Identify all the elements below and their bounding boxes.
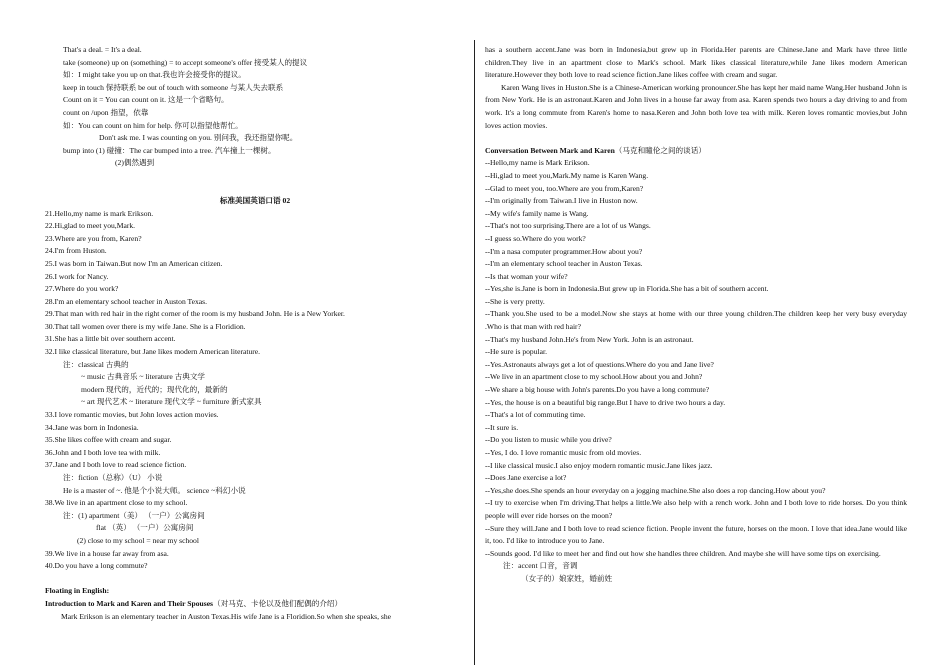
floating-heading: Floating in English: <box>45 586 110 596</box>
dialogue-line: --My wife's family name is Wang. <box>485 208 589 218</box>
dialogue-line: --I guess so.Where do you work? <box>485 233 586 243</box>
note-line: flat （英） （一户）公寓房间 <box>96 523 194 533</box>
karen-paragraph: Karen Wang lives in Huston.She is a Chinese-American working pronouncer.She has kept her maid name Wang.Her husband John is from New York. He is an astronaut.Karen and John lives in a house far away from asa. Karen spends two hours a day driving to and from work. It's a long commute from Karen's home to nasa.Keren and John both love tea with milk. Keren loves romantic movies,but John loves action movies. <box>485 82 907 130</box>
dialogue-line: --We share a big house with John's parents.Do you have a long commute? <box>485 385 710 395</box>
note-line: keep in touch 保持联系 be out of touch with someone 与某人失去联系 <box>63 82 284 92</box>
sentence-line: 39.We live in a house far away from asa. <box>45 548 169 558</box>
note-line: （女子的）娘家姓，婚前姓 <box>521 573 613 583</box>
column-divider <box>474 40 475 665</box>
note-line: modern 现代的，近代的；现代化的，最新的 <box>81 384 228 394</box>
sentence-line: 29.That man with red hair in the right corner of the room is my husband John. He is a New Yorker. <box>45 309 345 319</box>
dialogue-line: --Glad to meet you, too.Where are you from,Karen? <box>485 183 644 193</box>
dialogue-line: --I'm a nasa computer programmer.How about you? <box>485 246 643 256</box>
dialogue-line: --I like classical music.I also enjoy modern romantic music.Jane likes jazz. <box>485 460 713 470</box>
sentence-line: 36.John and I both love tea with milk. <box>45 447 161 457</box>
dialogue-line: --He sure is popular. <box>485 347 547 357</box>
sentence-line: 37.Jane and I both love to read science fiction. <box>45 460 187 470</box>
note-line: ~ art 现代艺术 ~ literature 现代文学 ~ furniture 新式家具 <box>81 397 262 407</box>
sentence-line: 27.Where do you work? <box>45 284 119 294</box>
left-column <box>45 44 465 623</box>
dialogue-line: --Do you listen to music while you drive? <box>485 435 612 445</box>
note-line: Don't ask me. I was counting on you. 别问我，我还指望你呢。 <box>99 133 298 143</box>
sentence-line: 25.I was born in Taiwan.But now I'm an American citizen. <box>45 258 223 268</box>
intro-title: Introduction to Mark and Karen and Their Spouses <box>45 598 214 608</box>
note-line: He is a master of ~. 他是个小说大师。 science ~科幻小说 <box>63 485 246 495</box>
dialogue-line: --Does Jane exercise a lot? <box>485 473 567 483</box>
sentence-line: 30.That tall women over there is my wife Jane. She is a Floridion. <box>45 321 246 331</box>
note-line: 注：fiction（总称）（U） 小说 <box>63 473 163 482</box>
note-line: 如：You can count on him for help. 你可以指望他帮忙。 <box>63 120 243 130</box>
right-column <box>485 44 907 586</box>
dialogue-line: --We live in an apartment close to my school.How about you and John? <box>485 372 703 382</box>
dialogue-paragraph: --I try to exercise when I'm driving.That helps a little.We also help with a rench work. John and I both love to ride horses. Do you think people will ever ride horses on the moon? <box>485 498 907 520</box>
intro-title-cn: （对马克、卡伦以及他们配偶的介绍） <box>213 598 343 608</box>
sentence-line: 35.She likes coffee with cream and sugar. <box>45 435 172 445</box>
note-line: 注：accent 口音，音调 <box>503 561 578 571</box>
conversation-title: Conversation Between Mark and Karen <box>485 145 615 155</box>
dialogue-line: --Hi,glad to meet you,Mark.My name is Karen Wang. <box>485 170 649 180</box>
dialogue-line: --It sure is. <box>485 422 519 432</box>
dialogue-line: --Yes.Astronauts always get a lot of questions.Where do you and Jane live? <box>485 359 714 369</box>
conversation-heading <box>485 145 907 158</box>
sentence-line: 24.I'm from Huston. <box>45 246 107 256</box>
section-title: 标准美国英语口语 02 <box>219 195 291 205</box>
dialogue-line: --Yes,she is.Jane is born in Indonesia.But grew up in Florida.She has a bit of southern accent. <box>485 284 769 294</box>
dialogue-line: --That's not too surprising.There are a lot of us Wangs. <box>485 221 651 231</box>
intro-heading <box>45 598 465 611</box>
note-line: Count on it = You can count on it. 这是一个省略句。 <box>63 95 229 105</box>
note-line: 注：(1) apartment（美） （一户）公寓房间 <box>63 510 205 520</box>
note-line: That's a deal. = It's a deal. <box>63 45 142 54</box>
dialogue-paragraph: --Sounds good. I'd like to meet her and find out how she handles three children. And maybe she will have some tips on exercising. <box>485 548 881 558</box>
sentence-line: 28.I'm an elementary school teacher in Auston Texas. <box>45 296 208 306</box>
conversation-title-cn: （马克和瞳伦之间的谈话） <box>614 145 706 155</box>
sentence-line: 38.We live in an apartment close to my school. <box>45 498 188 508</box>
sentence-line: 33.I love romantic movies, but John loves action movies. <box>45 410 219 420</box>
dialogue-paragraph: --Sure they will.Jane and I both love to read science fiction. People invent the future, horses on the moon. I love that idea.Jane would like it, too. I'd like to introduce you to Jane. <box>485 523 907 546</box>
dialogue-line: --I'm an elementary school teacher in Auston Texas. <box>485 259 643 269</box>
dialogue-line: --Yes,she does.She spends an hour everyday on a jogging machine.She also does a rop dancing.How about you? <box>485 485 826 495</box>
sentence-line: 26.I work for Nancy. <box>45 271 109 281</box>
note-line: (2) close to my school = near my school <box>77 535 199 545</box>
sentence-line: 40.Do you have a long commute? <box>45 561 148 571</box>
note-line: (2)偶然遇到 <box>115 158 155 168</box>
dialogue-line: --Yes, I do. I love romantic music from old movies. <box>485 448 642 457</box>
dialogue-line: --I'm originally from Taiwan.I live in Huston now. <box>485 196 638 206</box>
dialogue-paragraph: --Thank you.She used to be a model.Now she stays at home with our three young children.The children keep her very busy everyday .Who is that man with red hair? <box>485 309 907 332</box>
dialogue-line: --That's my husband John.He's from New York. John is an astronaut. <box>485 334 694 344</box>
sentence-line: 34.Jane was born in Indonesia. <box>45 422 139 432</box>
dialogue-line: --Hello,my name is Mark Erikson. <box>485 158 590 168</box>
sentence-line: 23.Where are you from, Karen? <box>45 233 142 243</box>
dialogue-line: --Is that woman your wife? <box>485 271 568 281</box>
note-line: take (someone) up on (something) = to accept someone's offer 接受某人的提议 <box>63 57 308 67</box>
dialogue-line: --That's a lot of commuting time. <box>485 410 586 420</box>
note-line: 如：I might take you up on that.我也许会接受你的提议。 <box>63 70 246 80</box>
sentence-line: 22.Hi,glad to meet you,Mark. <box>45 221 136 231</box>
note-line: count on /upon 指望，依靠 <box>63 107 149 117</box>
dialogue-line: --She is very pretty. <box>485 296 545 306</box>
intro-paragraph-cont: has a southern accent.Jane was born in Indonesia,but grew up in Florida.Her parents are Chinese.Jane and Mark have three little children.They live in an apartment close to Mark's school. Mark likes classical literature,while Jane likes modern American literature.However they both love to read science fiction.Jane likes coffee with cream and sugar. <box>485 45 907 80</box>
sentence-line: 21.Hello,my name is mark Erikson. <box>45 208 154 218</box>
note-line: bump into (1) 碰撞：The car bumped into a tree. 汽车撞上一棵树。 <box>63 145 276 155</box>
sentence-line: 32.I like classical literature, but Jane likes modern American literature. <box>45 347 261 357</box>
sentence-line: 31.She has a little bit over southern accent. <box>45 334 176 344</box>
dialogue-line: --Yes, the house is on a beautiful big range.But I have to drive two hours a day. <box>485 397 726 407</box>
intro-paragraph-start: Mark Erikson is an elementary teacher in Auston Texas.His wife Jane is a Floridion.So when she speaks, she <box>61 611 392 621</box>
note-line: 注：classical 古典的 <box>63 359 129 369</box>
note-line: ~ music 古典音乐 ~ literature 古典文学 <box>81 372 206 382</box>
